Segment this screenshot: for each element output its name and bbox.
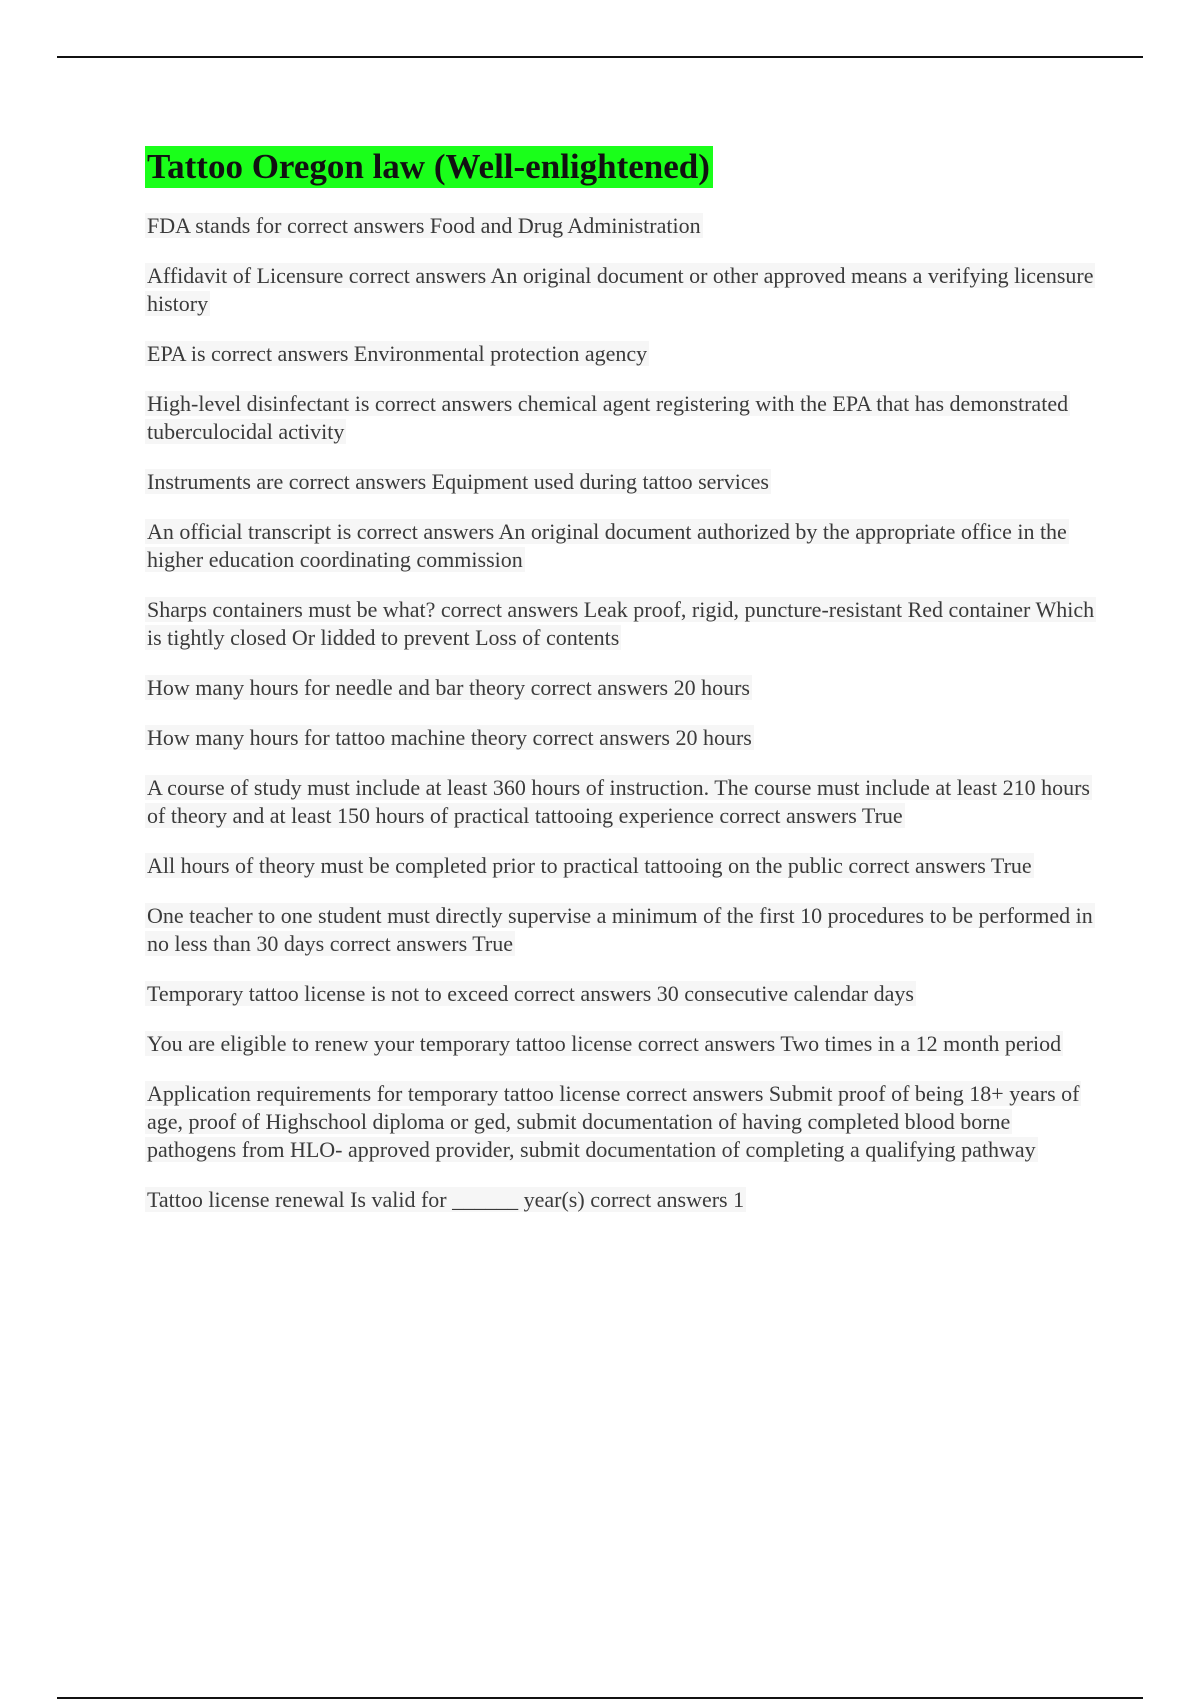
qa-item	[145, 674, 1095, 702]
qa-list	[145, 212, 1095, 1214]
qa-item	[145, 852, 1095, 880]
qa-item	[145, 390, 1095, 446]
qa-item	[145, 902, 1095, 958]
qa-item	[145, 774, 1095, 830]
qa-item	[145, 468, 1095, 496]
qa-item	[145, 1030, 1095, 1058]
qa-text: All hours of theory must be completed prior to practical tattooing on the public correct answers True	[147, 853, 1032, 878]
qa-text: An official transcript is correct answers An original document authorized by the appropriate office in the higher education coordinating commission	[147, 519, 1067, 572]
qa-text: Tattoo license renewal Is valid for ______ year(s) correct answers 1	[147, 1187, 745, 1212]
document-title: Tattoo Oregon law (Well-enlightened)	[145, 146, 713, 188]
top-rule	[57, 56, 1143, 58]
qa-text: How many hours for tattoo machine theory correct answers 20 hours	[147, 725, 752, 750]
qa-item	[145, 212, 1095, 240]
qa-item	[145, 1186, 1095, 1214]
qa-text: A course of study must include at least 360 hours of instruction. The course must include at least 210 hours of theory and at least 150 hours of practical tattooing experience correct answers True	[147, 775, 1090, 828]
qa-item	[145, 1080, 1095, 1164]
qa-item	[145, 518, 1095, 574]
qa-text: Sharps containers must be what? correct answers Leak proof, rigid, puncture-resistant Red container Which is tightly closed Or lidded to prevent Loss of contents	[147, 597, 1095, 650]
qa-text: FDA stands for correct answers Food and Drug Administration	[147, 213, 701, 238]
document-body	[145, 146, 1095, 1236]
qa-text: You are eligible to renew your temporary tattoo license correct answers Two times in a 12 month period	[147, 1031, 1062, 1056]
bottom-rule	[57, 1697, 1143, 1699]
qa-text: One teacher to one student must directly supervise a minimum of the first 10 procedures to be performed in no less than 30 days correct answers True	[147, 903, 1093, 956]
qa-text: Temporary tattoo license is not to exceed correct answers 30 consecutive calendar days	[147, 981, 914, 1006]
qa-text: EPA is correct answers Environmental protection agency	[147, 341, 648, 366]
qa-text: Instruments are correct answers Equipment used during tattoo services	[147, 469, 769, 494]
qa-text: Affidavit of Licensure correct answers An original document or other approved means a verifying licensure history	[147, 263, 1094, 316]
qa-item	[145, 262, 1095, 318]
qa-text: How many hours for needle and bar theory correct answers 20 hours	[147, 675, 750, 700]
qa-item	[145, 980, 1095, 1008]
qa-item	[145, 596, 1095, 652]
qa-item	[145, 340, 1095, 368]
qa-text: High-level disinfectant is correct answers chemical agent registering with the EPA that has demonstrated tuberculocidal activity	[147, 391, 1069, 444]
qa-text: Application requirements for temporary tattoo license correct answers Submit proof of being 18+ years of age, proof of Highschool diploma or ged, submit documentation of having completed blood borne pathogens from HLO- approved provider, submit documentation of completing a qualifying pathway	[147, 1081, 1080, 1162]
qa-item	[145, 724, 1095, 752]
